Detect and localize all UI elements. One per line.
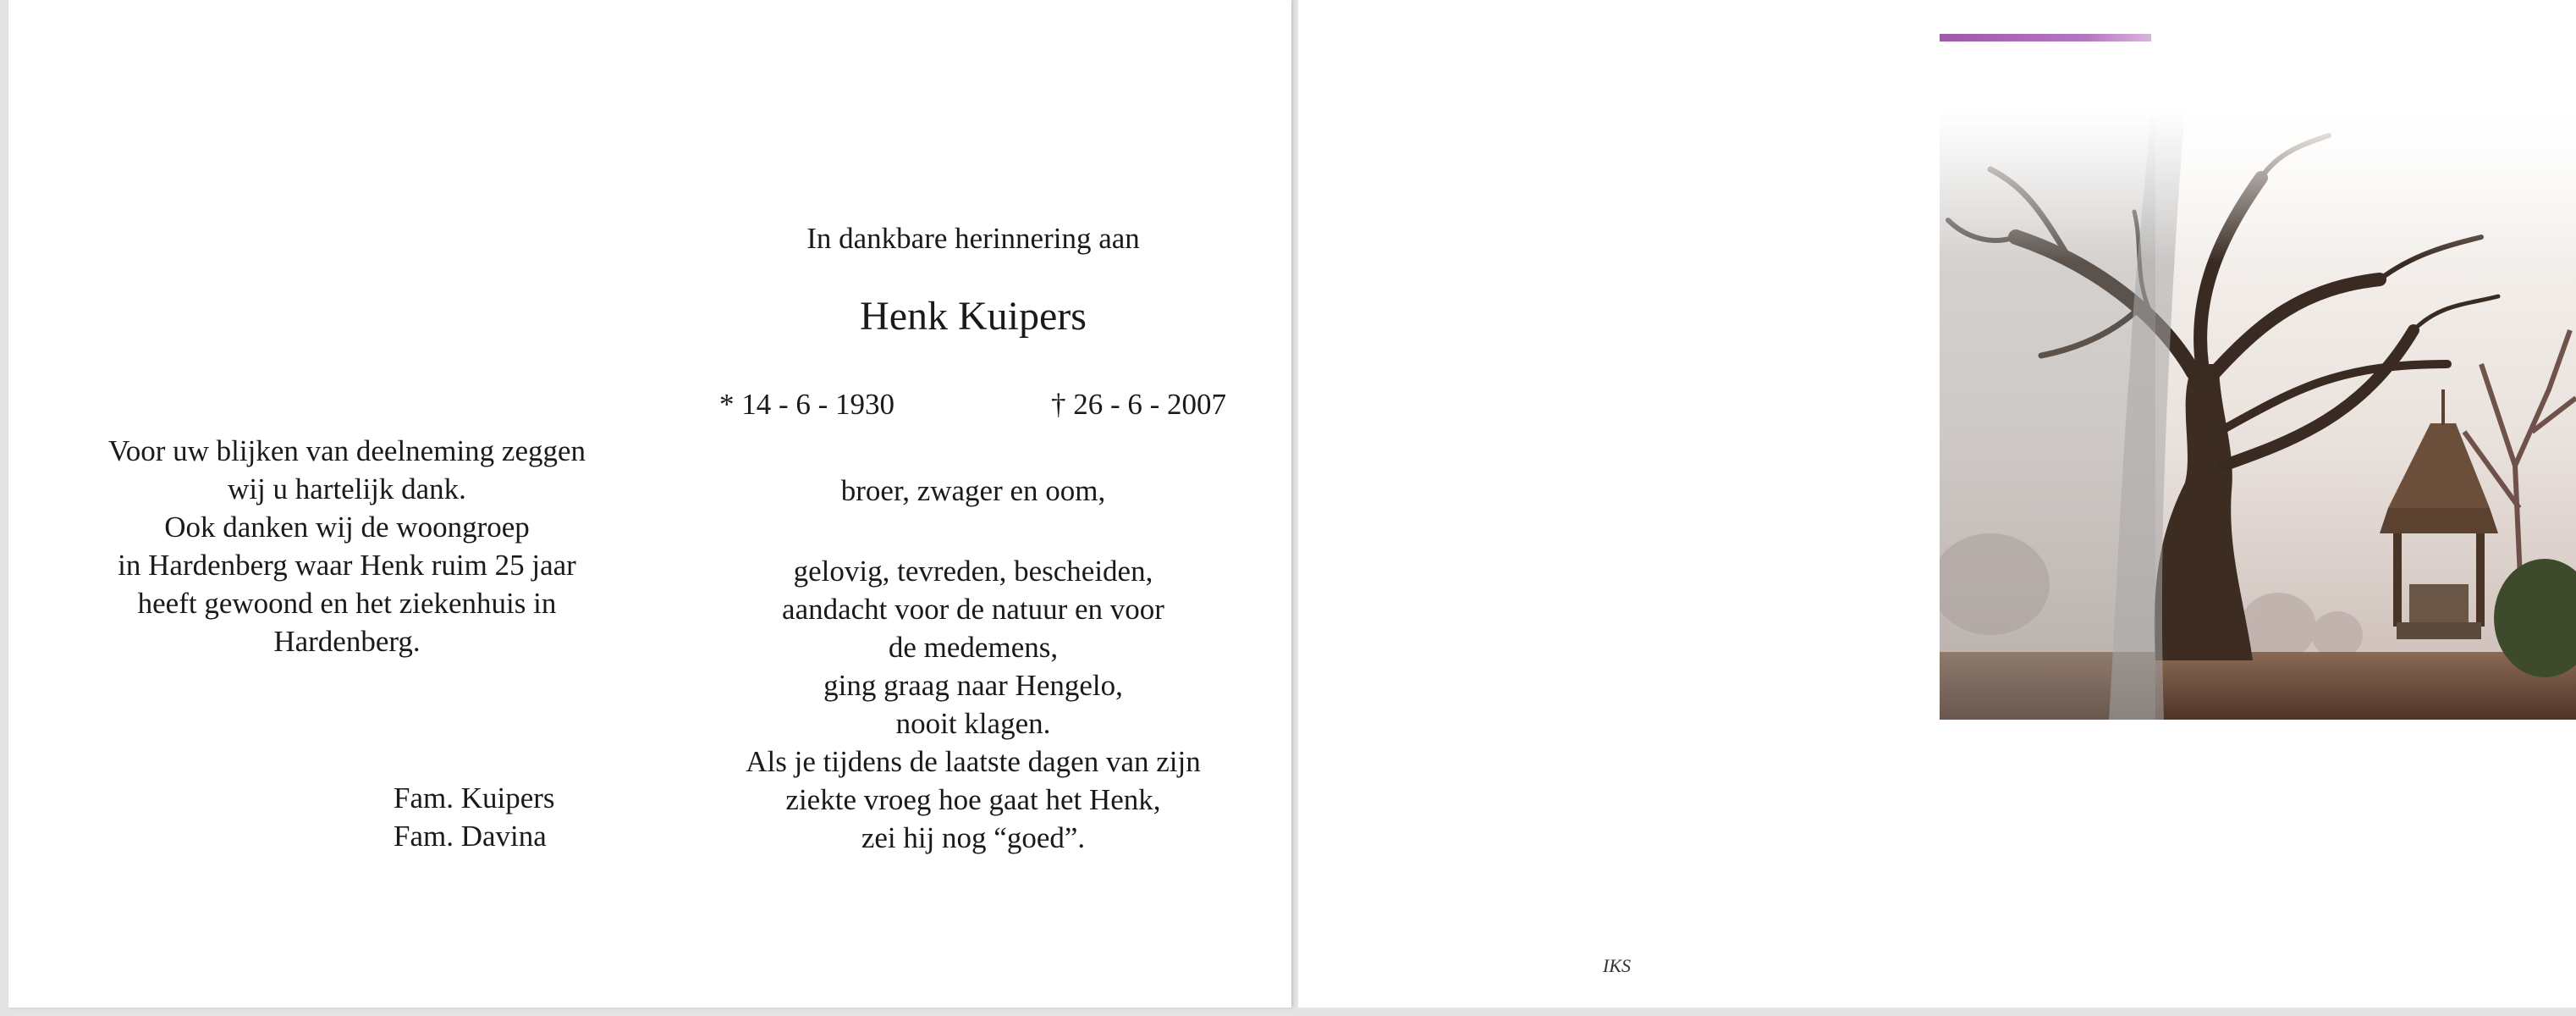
tree-photo-illustration: [1940, 110, 2576, 720]
thanks-line: Voor uw blijken van deelneming zeggen: [107, 434, 586, 467]
verse-line: aandacht voor de natuur en voor: [782, 593, 1164, 626]
left-card: [8, 0, 1291, 1008]
memorial-intro: In dankbare herinnering aan: [806, 222, 1140, 255]
verse-line: ging graag naar Hengelo,: [823, 669, 1123, 702]
right-card: [1298, 0, 2576, 1008]
verse-line: ziekte vroeg hoe gaat het Henk,: [785, 783, 1161, 816]
signature-line: Fam. Kuipers: [394, 781, 555, 814]
signature-line: Fam. Davina: [394, 820, 547, 853]
thanks-message: [85, 432, 609, 660]
verse-line: de medemens,: [888, 631, 1059, 664]
deceased-name: Henk Kuipers: [860, 294, 1087, 339]
verse-line: nooit klagen.: [895, 707, 1051, 740]
memorial-verse: [711, 552, 1236, 857]
signatures: [394, 779, 555, 855]
accent-bar: [1940, 34, 2151, 41]
verse-line: gelovig, tevreden, bescheiden,: [793, 555, 1153, 588]
verse-line: zei hij nog “goed”.: [861, 821, 1086, 854]
birth-date: * 14 - 6 - 1930: [719, 388, 895, 421]
thanks-line: heeft gewoond en het ziekenhuis in: [137, 587, 557, 620]
relation-text: broer, zwager en oom,: [840, 474, 1106, 507]
thanks-line: wij u hartelijk dank.: [228, 472, 466, 505]
thanks-line: Hardenberg.: [273, 625, 421, 658]
death-date: † 26 - 6 - 2007: [1051, 388, 1227, 421]
thanks-line: in Hardenberg waar Henk ruim 25 jaar: [118, 549, 576, 582]
publisher-mark: IKS: [1603, 955, 1631, 976]
tree-photo: [1940, 110, 2576, 720]
thanks-line: Ook danken wij de woongroep: [164, 511, 530, 544]
verse-line: Als je tijdens de laatste dagen van zijn: [746, 745, 1201, 778]
